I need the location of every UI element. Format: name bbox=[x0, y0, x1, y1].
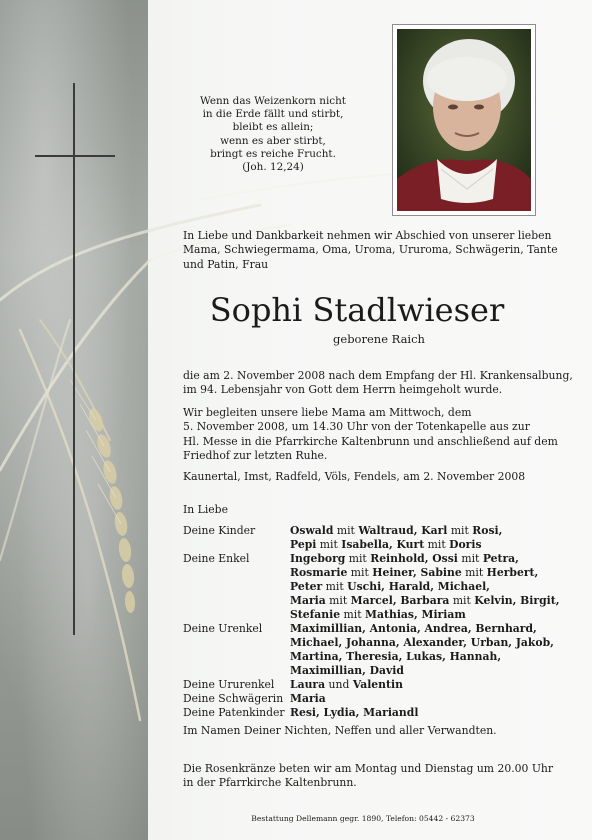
mourner-row bbox=[183, 594, 563, 608]
mourner-name: Resi, Lydia, Mariandl bbox=[290, 706, 419, 719]
mourner-relation-label bbox=[183, 538, 290, 552]
mourner-name: Rosmarie bbox=[290, 566, 348, 579]
death-notice-line: im 94. Lebensjahr von Gott dem Herrn heimgeholt wurde. bbox=[183, 383, 503, 397]
mourner-connector: mit bbox=[424, 538, 450, 551]
mourner-name: Reinhold, Ossi bbox=[370, 552, 458, 565]
portrait-frame bbox=[392, 24, 536, 216]
mourner-row bbox=[183, 566, 563, 580]
mourner-connector: mit bbox=[447, 524, 473, 537]
mourner-name: Waltraud, Karl bbox=[358, 524, 448, 537]
rosary-info bbox=[183, 762, 553, 791]
relatives-note: Im Namen Deiner Nichten, Neffen und aller Verwandten. bbox=[183, 724, 497, 737]
mourner-row bbox=[183, 552, 563, 566]
mourner-connector: mit bbox=[340, 608, 366, 621]
verse-line: bringt es reiche Frucht. bbox=[210, 147, 336, 160]
mourner-relation-label bbox=[183, 594, 290, 608]
mourner-name: Oswald bbox=[290, 524, 334, 537]
mourner-name: Laura bbox=[290, 678, 326, 691]
mourner-names bbox=[290, 664, 563, 678]
verse-line: in die Erde fällt und stirbt, bbox=[202, 108, 344, 121]
mourner-names bbox=[290, 678, 563, 692]
mourner-connector: mit bbox=[333, 524, 359, 537]
mourner-name: Rosi, bbox=[472, 524, 503, 537]
death-notice bbox=[183, 369, 573, 398]
mourner-relation-label bbox=[183, 580, 290, 594]
cross-symbol-bar bbox=[35, 155, 115, 157]
mourner-name: Maria bbox=[290, 594, 326, 607]
mourner-names bbox=[290, 538, 563, 552]
mourner-names bbox=[290, 622, 563, 636]
birth-name: geborene Raich bbox=[333, 332, 425, 346]
mourner-relation-label: Deine Schwägerin bbox=[183, 692, 284, 705]
mourner-relation-label: Deine Kinder bbox=[183, 524, 256, 537]
mourner-name: Michael, Johanna, Alexander, Urban, Jakob, bbox=[290, 636, 554, 649]
mourner-relation-label bbox=[183, 650, 290, 664]
intro-line: und Patin, Frau bbox=[183, 257, 269, 271]
funeral-info bbox=[183, 406, 558, 464]
funeral-line: Friedhof zur letzten Ruhe. bbox=[183, 449, 328, 463]
cross-symbol bbox=[73, 83, 75, 635]
bible-verse bbox=[168, 95, 378, 174]
place-date: Kaunertal, Imst, Radfeld, Völs, Fendels, am 2. November 2008 bbox=[183, 470, 526, 483]
mourner-connector: mit bbox=[316, 538, 342, 551]
verse-reference: (Joh. 12,24) bbox=[242, 161, 304, 174]
rosary-line: Die Rosenkränze beten wir am Montag und Dienstag um 20.00 Uhr bbox=[183, 762, 554, 775]
mourner-row bbox=[183, 580, 563, 594]
funeral-line: 5. November 2008, um 14.30 Uhr von der Totenkapelle aus zur bbox=[183, 420, 530, 434]
mourner-name: Stefanie bbox=[290, 608, 341, 621]
mourner-name: Isabella, Kurt bbox=[341, 538, 425, 551]
mourner-name: Mathias, Miriam bbox=[365, 608, 466, 621]
mourner-name: Peter bbox=[290, 580, 323, 593]
in-liebe-heading: In Liebe bbox=[183, 503, 228, 516]
intro-text bbox=[183, 229, 558, 272]
mourner-name: Heiner, Sabine bbox=[372, 566, 462, 579]
mourner-relation-label: Deine Ururenkel bbox=[183, 678, 275, 691]
mourner-name: Maximillian, Antonia, Andrea, Bernhard, bbox=[290, 622, 537, 635]
mourner-row bbox=[183, 664, 563, 678]
intro-line: Mama, Schwiegermama, Oma, Uroma, Ururoma, Schwägerin, Tante bbox=[183, 243, 558, 257]
mourner-relation-label bbox=[183, 608, 290, 622]
mourner-relation-label: Deine Urenkel bbox=[183, 622, 263, 635]
mourner-names bbox=[290, 580, 563, 594]
mourner-name: Maximillian, David bbox=[290, 664, 404, 677]
mourner-names bbox=[290, 706, 563, 720]
mourner-relation-label bbox=[183, 664, 290, 678]
mourner-name: Ingeborg bbox=[290, 552, 346, 565]
mourner-names bbox=[290, 608, 563, 622]
mourner-list bbox=[183, 524, 563, 720]
mourner-name: Petra, bbox=[482, 552, 519, 565]
death-notice-line: die am 2. November 2008 nach dem Empfang der Hl. Krankensalbung, bbox=[183, 369, 573, 382]
mourner-names bbox=[290, 552, 563, 566]
mourner-names bbox=[290, 692, 563, 706]
mourner-name: Maria bbox=[290, 692, 326, 705]
mourner-row bbox=[183, 706, 563, 720]
mourner-relation-label bbox=[183, 566, 290, 580]
mourner-connector: mit bbox=[322, 580, 348, 593]
funeral-home-footer: Bestattung Dellemann gegr. 1890, Telefon: 05442 - 62373 bbox=[251, 814, 475, 823]
deceased-name: Sophi Stadlwieser bbox=[209, 291, 505, 329]
mourner-relation-label: Deine Patenkinder bbox=[183, 706, 285, 719]
mourner-name: Kelvin, Birgit, bbox=[474, 594, 560, 607]
mourner-connector: und bbox=[325, 678, 353, 691]
mourner-row bbox=[183, 622, 563, 636]
mourner-name: Pepi bbox=[290, 538, 317, 551]
mourner-row bbox=[183, 650, 563, 664]
mourner-name: Uschi, Harald, Michael, bbox=[347, 580, 490, 593]
verse-line: bleibt es allein; bbox=[232, 121, 314, 134]
mourner-relation-label bbox=[183, 636, 290, 650]
mourner-names bbox=[290, 566, 563, 580]
mourner-connector: mit bbox=[347, 566, 373, 579]
mourner-row bbox=[183, 524, 563, 538]
mourner-row bbox=[183, 636, 563, 650]
portrait-photo bbox=[397, 29, 531, 211]
mourner-name: Marcel, Barbara bbox=[350, 594, 450, 607]
funeral-line: Hl. Messe in die Pfarrkirche Kaltenbrunn und anschließend auf dem bbox=[183, 434, 558, 448]
mourner-names bbox=[290, 650, 563, 664]
mourner-relation-label: Deine Enkel bbox=[183, 552, 250, 565]
mourner-row bbox=[183, 692, 563, 706]
mourner-row bbox=[183, 538, 563, 552]
mourner-name: Martina, Theresia, Lukas, Hannah, bbox=[290, 650, 502, 663]
intro-line: In Liebe und Dankbarkeit nehmen wir Abschied von unserer lieben bbox=[183, 229, 552, 242]
mourner-connector: mit bbox=[325, 594, 351, 607]
mourner-name: Doris bbox=[449, 538, 482, 551]
mourner-connector: mit bbox=[457, 552, 483, 565]
rosary-line: in der Pfarrkirche Kaltenbrunn. bbox=[183, 776, 357, 790]
mourner-row bbox=[183, 678, 563, 692]
mourner-names bbox=[290, 524, 563, 538]
mourner-name: Herbert, bbox=[486, 566, 539, 579]
mourner-connector: mit bbox=[345, 552, 371, 565]
mourner-connector: mit bbox=[449, 594, 475, 607]
mourner-name: Valentin bbox=[352, 678, 403, 691]
mourner-connector: mit bbox=[461, 566, 487, 579]
mourner-names bbox=[290, 636, 563, 650]
mourner-row bbox=[183, 608, 563, 622]
funeral-line: Wir begleiten unsere liebe Mama am Mittwoch, dem bbox=[183, 406, 472, 419]
mourner-names bbox=[290, 594, 563, 608]
verse-line: Wenn das Weizenkorn nicht bbox=[200, 95, 346, 107]
verse-line: wenn es aber stirbt, bbox=[220, 134, 326, 147]
